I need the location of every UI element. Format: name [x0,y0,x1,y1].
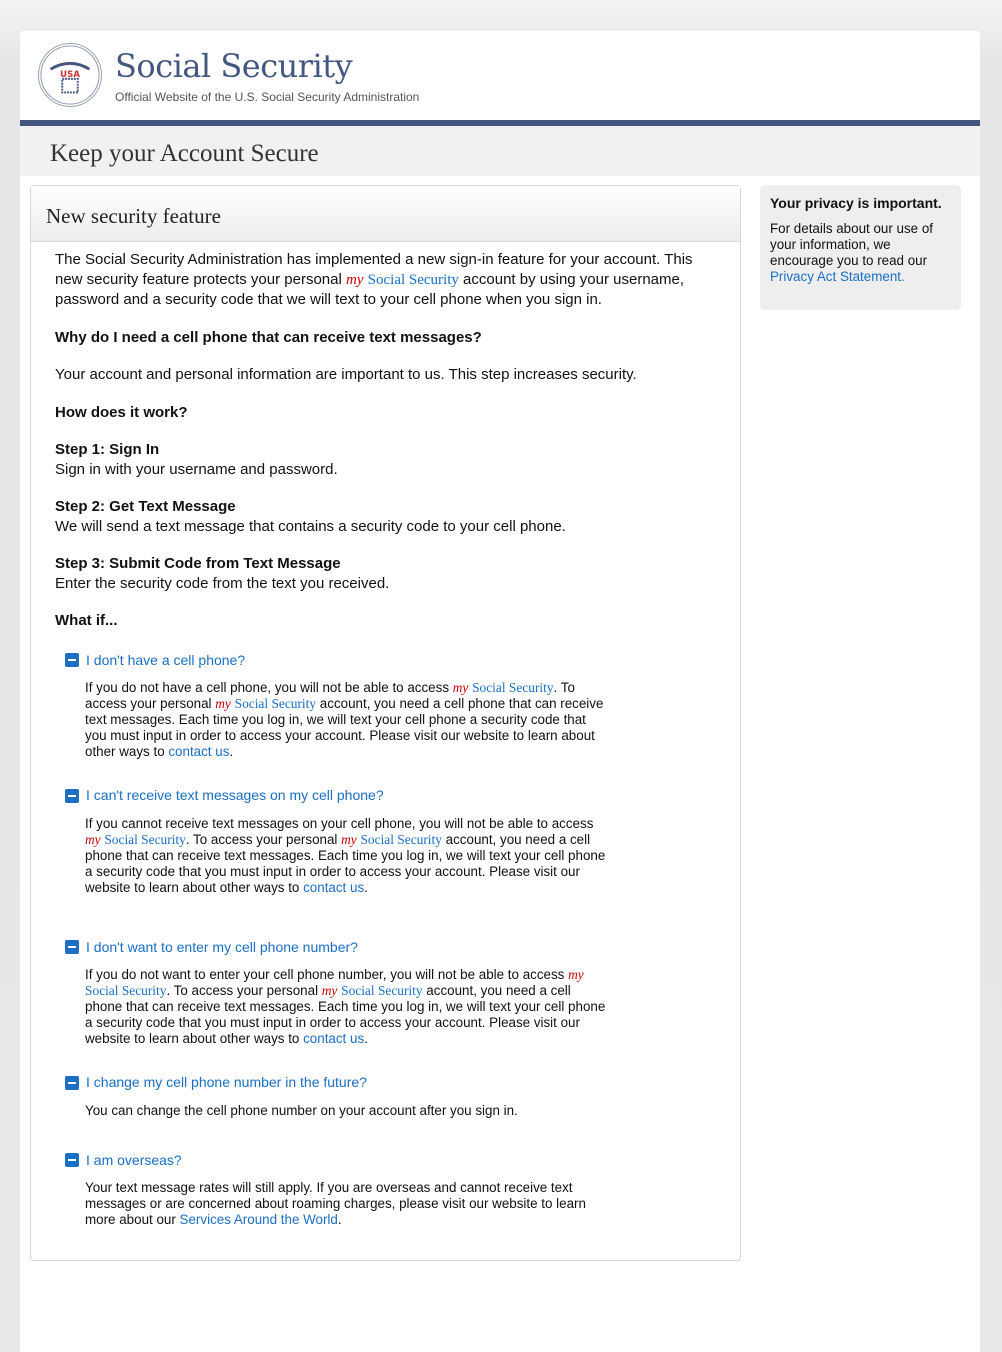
faq-answer: You can change the cell phone number on your account after you sign in. [85,1102,518,1118]
text: If you do not have a cell phone, you will not be able to access [85,680,453,695]
text: . [364,879,368,895]
svg-text:USA: USA [59,69,81,80]
faq-question[interactable]: I change my cell phone number in the future? [86,1074,367,1090]
my-label: my [341,831,357,847]
collapse-icon[interactable] [65,1076,79,1090]
site-brand[interactable]: Social Security [115,47,353,85]
step-text: We will send a text message that contains a security code to your cell phone. [55,517,566,535]
main-panel [30,185,741,1261]
text: account by using your username, password and a security code that we will text to your cell phone when you sign in. [55,270,685,308]
my-label: my [321,983,338,998]
site-tagline: Official Website of the U.S. Social Security Administration [115,90,420,104]
text: . To access your personal [185,831,342,847]
faq-answer [85,967,610,1047]
text: . [364,1031,368,1046]
sidebar-text: For details about our use of your information, we encourage you to read our [770,221,934,268]
text: . [229,744,234,759]
faq-list [65,651,716,1229]
contact-us-link[interactable]: contact us [303,1031,365,1046]
contact-us-link[interactable]: contact us [303,879,365,895]
faq-answer [85,816,610,896]
page-title: Keep your Account Secure [20,126,980,176]
step-text: Sign in with your username and password. [55,460,338,478]
faq-toggle-overseas[interactable] [65,1151,716,1171]
text: The Social Security Administration has implemented a new sign-in feature for your account. This new security feature protects your personal [55,251,693,288]
faq-toggle-no-number[interactable] [65,938,716,958]
why-heading: Why do I need a cell phone that can receive text messages? [55,328,482,346]
why-text: Your account and personal information are important to us. This step increases security. [55,366,637,383]
text: account, you need a cell phone that can receive text messages. Each time you log in, we will text your cell phone a security code that you must input in order to access your account. Please visit our website to learn about other ways to [85,696,604,759]
text: . To access your personal [166,983,322,998]
text: Your text message rates will still apply. If you are overseas and cannot receive text messages or are concerned about roaming charges, please visit our website to learn more about our [85,1180,586,1227]
step-title: Step 1: Sign In [55,441,160,458]
privacy-act-link[interactable]: Privacy Act Statement. [770,269,905,284]
faq-toggle-no-cell-phone[interactable] [65,651,716,671]
intro-text [55,250,716,310]
text: If you do not want to enter your cell phone number, you will not be able to access [85,967,569,982]
sidebar-title: Your privacy is important. [770,195,942,211]
collapse-icon[interactable] [65,940,79,954]
step-1 [55,440,716,479]
social-security-label: Social Security [360,831,442,847]
social-security-label: Social Security [341,983,423,998]
faq-answer [85,680,610,760]
site-header [20,31,980,120]
social-security-label: Social Security [367,271,459,288]
text: . To access your personal [85,680,575,711]
what-if-heading: What if... [55,612,118,629]
step-title: Step 2: Get Text Message [55,498,236,515]
my-label: my [452,680,469,695]
step-title: Step 3: Submit Code from Text Message [55,555,341,572]
faq-toggle-change-number[interactable] [65,1073,716,1093]
faq-question[interactable]: I don't want to enter my cell phone number? [86,938,358,955]
text: If you cannot receive text messages on your cell phone, you will not be able to access [85,815,594,831]
services-around-world-link[interactable]: Services Around the World [179,1212,338,1227]
contact-us-link[interactable]: contact us [168,744,230,759]
collapse-icon[interactable] [65,789,79,803]
social-security-label: Social Security [234,696,317,711]
collapse-icon[interactable] [65,1153,79,1167]
my-label: my [215,696,231,711]
my-label: my [345,271,364,288]
collapse-icon[interactable] [65,653,79,667]
text: account, you need a cell phone that can receive text messages. Each time you log in, we will text your cell phone a security code that you must input in order to access your account. Please visit our website to learn about other ways to [85,983,606,1046]
privacy-sidebar [760,185,961,310]
faq-question[interactable]: I am overseas? [86,1151,182,1168]
faq-toggle-no-text[interactable] [65,786,716,806]
step-3 [55,554,716,593]
social-security-label: Social Security [472,680,554,695]
ssa-seal-logo[interactable] [38,43,102,107]
step-text: Enter the security code from the text you received. [55,574,390,592]
social-security-label: Social Security [85,983,167,998]
text: . [337,1212,342,1227]
how-heading: How does it work? [55,403,188,421]
page [20,31,980,1352]
panel-title: New security feature [31,186,740,242]
text: account, you need a cell phone that can receive text messages. Each time you log in, we will text your cell phone a security code that you must input in order to access your account. Please visit our website to learn about other ways to [85,831,606,895]
step-2 [55,497,716,536]
faq-question[interactable]: I don't have a cell phone? [86,651,246,668]
my-label: my [568,967,584,982]
faq-answer [85,1180,610,1228]
my-label: my [85,831,101,847]
faq-question[interactable]: I can't receive text messages on my cell phone? [86,787,384,803]
social-security-label: Social Security [104,831,186,847]
